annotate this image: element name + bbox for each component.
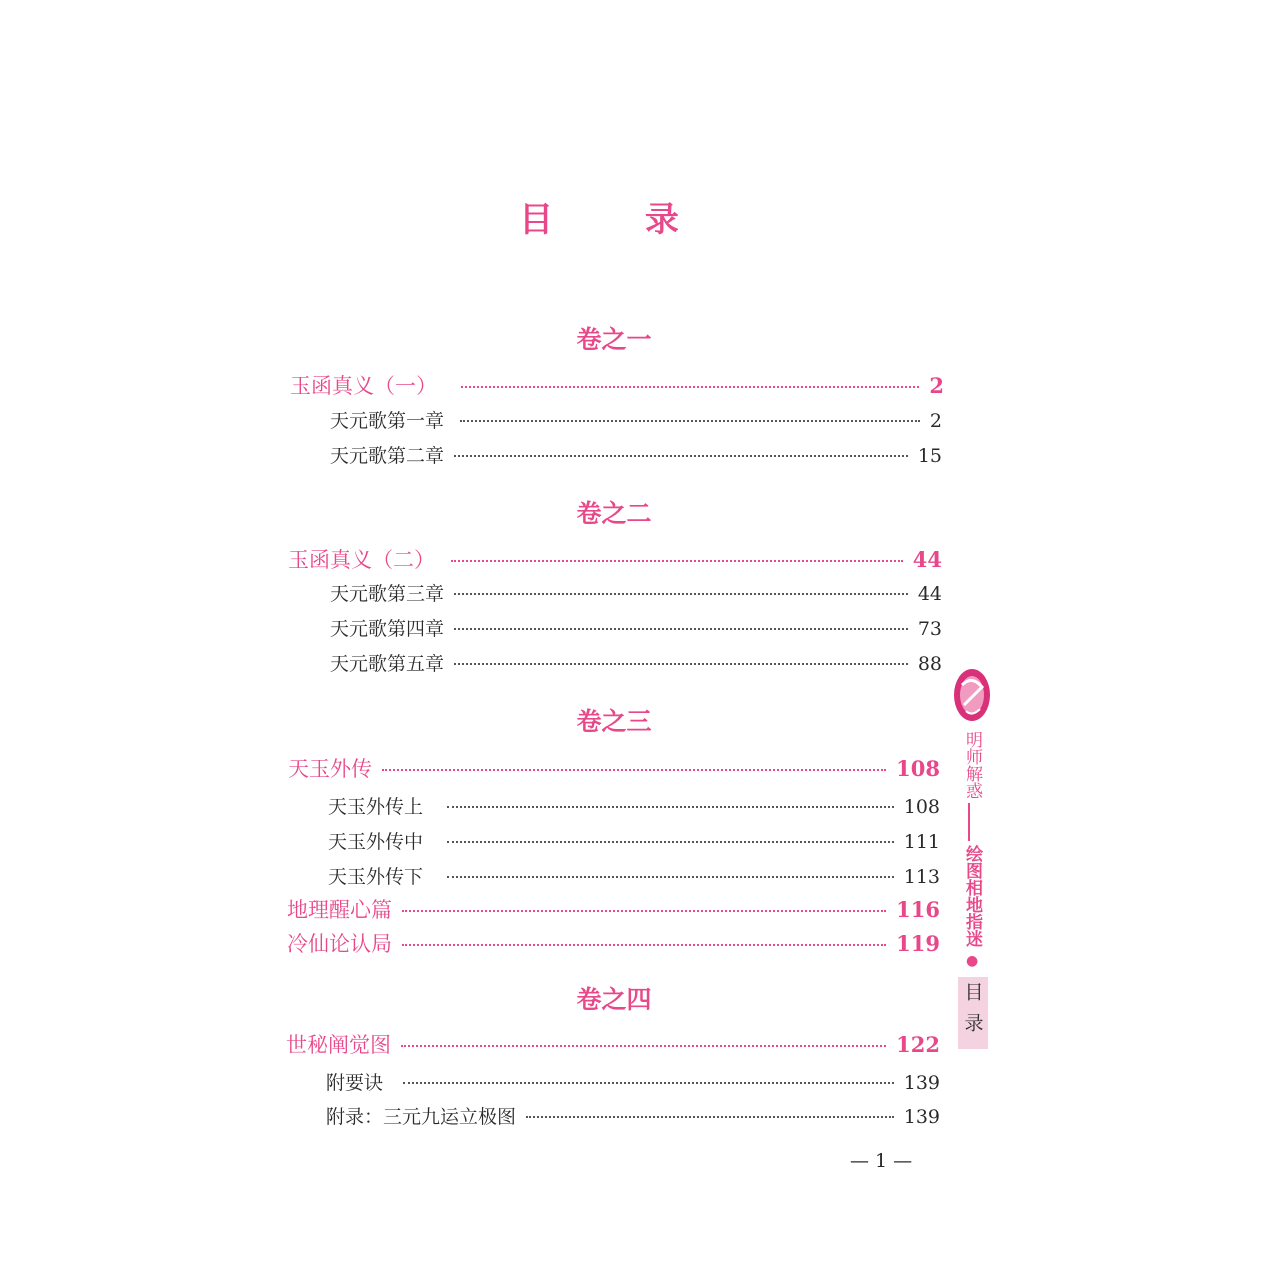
toc-entry[interactable] [287,928,940,958]
toc-entry[interactable] [288,544,942,574]
dot-leader [447,876,894,878]
toc-entry-page: 2 [929,410,942,432]
volume-heading: 卷之四 [576,985,652,1014]
toc-entry-label: 天元歌第五章 [330,653,445,675]
dot-leader [447,841,894,843]
toc-entry-label: 天元歌第一章 [330,410,445,432]
toc-entry-page: 108 [903,796,940,818]
toc-entry-page: 44 [917,583,942,605]
toc-entry[interactable] [286,1029,940,1059]
toc-entry-label: 天元歌第四章 [330,618,445,640]
toc-entry-page: 111 [903,831,940,853]
toc-entry-page: 108 [896,756,940,781]
toc-entry-label: 天玉外传 [288,757,372,781]
series-title: 明师解惑 [962,731,982,799]
dot-leader [451,560,903,562]
toc-entry-label: 冷仙论认局 [287,932,392,956]
volume-heading: 卷之一 [576,325,652,354]
toc-subentry[interactable] [328,862,940,889]
toc-entry-page: 139 [903,1072,940,1094]
section-tab: 目录 [958,977,988,1049]
dot-leader [454,593,908,595]
toc-entry-label: 天玉外传中 [328,831,424,853]
page-title: 目 录 [519,200,719,240]
toc-entry-label: 玉函真义（二） [288,548,435,572]
toc-entry-label: 附录：三元九运立极图 [326,1106,517,1128]
dot-leader [402,944,886,946]
toc-entry-page: 119 [896,931,940,956]
seal-logo-icon [950,665,994,727]
toc-entry-page: 44 [912,547,942,572]
dot-leader [454,455,908,457]
toc-subentry[interactable] [330,649,942,676]
ornament-icon: ● [966,953,979,969]
page-number: — 1 — [850,1150,913,1172]
side-tab [948,665,996,1049]
toc-subentry[interactable] [328,792,940,819]
toc-entry-page: 2 [929,373,944,398]
toc-entry[interactable] [287,894,940,924]
dot-leader [447,806,894,808]
toc-subentry[interactable] [326,1068,940,1095]
toc-entry-label: 天玉外传下 [328,866,424,888]
dot-leader [401,1045,886,1047]
toc-entry-page: 73 [917,618,942,640]
dot-leader [382,769,886,771]
toc-entry-label: 附要诀 [326,1072,384,1094]
toc-entry-page: 88 [917,653,942,675]
book-title: 绘图相地指迷 [962,845,982,947]
dot-leader [526,1116,894,1118]
volume-heading: 卷之三 [576,707,652,736]
dot-leader [460,420,920,422]
toc-entry-label: 天元歌第三章 [330,583,445,605]
toc-entry[interactable] [288,753,940,783]
toc-entry-label: 天元歌第二章 [330,445,445,467]
dot-leader [403,1082,894,1084]
toc-entry-page: 113 [903,866,940,888]
dot-leader [402,910,886,912]
toc-subentry[interactable] [328,827,940,854]
toc-entry-label: 地理醒心篇 [287,898,392,922]
volume-heading: 卷之二 [576,499,652,528]
dot-leader [454,663,908,665]
divider [968,803,970,841]
toc-subentry[interactable] [330,406,942,433]
toc-entry-label: 世秘阐觉图 [286,1033,391,1057]
dot-leader [454,628,908,630]
toc-subentry[interactable] [330,614,942,641]
toc-entry-label: 天玉外传上 [328,796,424,818]
toc-entry-page: 15 [917,445,942,467]
toc-entry-page: 116 [896,897,940,922]
toc-entry-page: 122 [896,1032,940,1057]
toc-entry-page: 139 [903,1106,940,1128]
toc-subentry[interactable] [326,1102,940,1129]
toc-entry[interactable] [290,370,944,400]
dot-leader [461,386,919,388]
toc-subentry[interactable] [330,579,942,606]
toc-subentry[interactable] [330,441,942,468]
toc-entry-label: 玉函真义（一） [290,374,437,398]
